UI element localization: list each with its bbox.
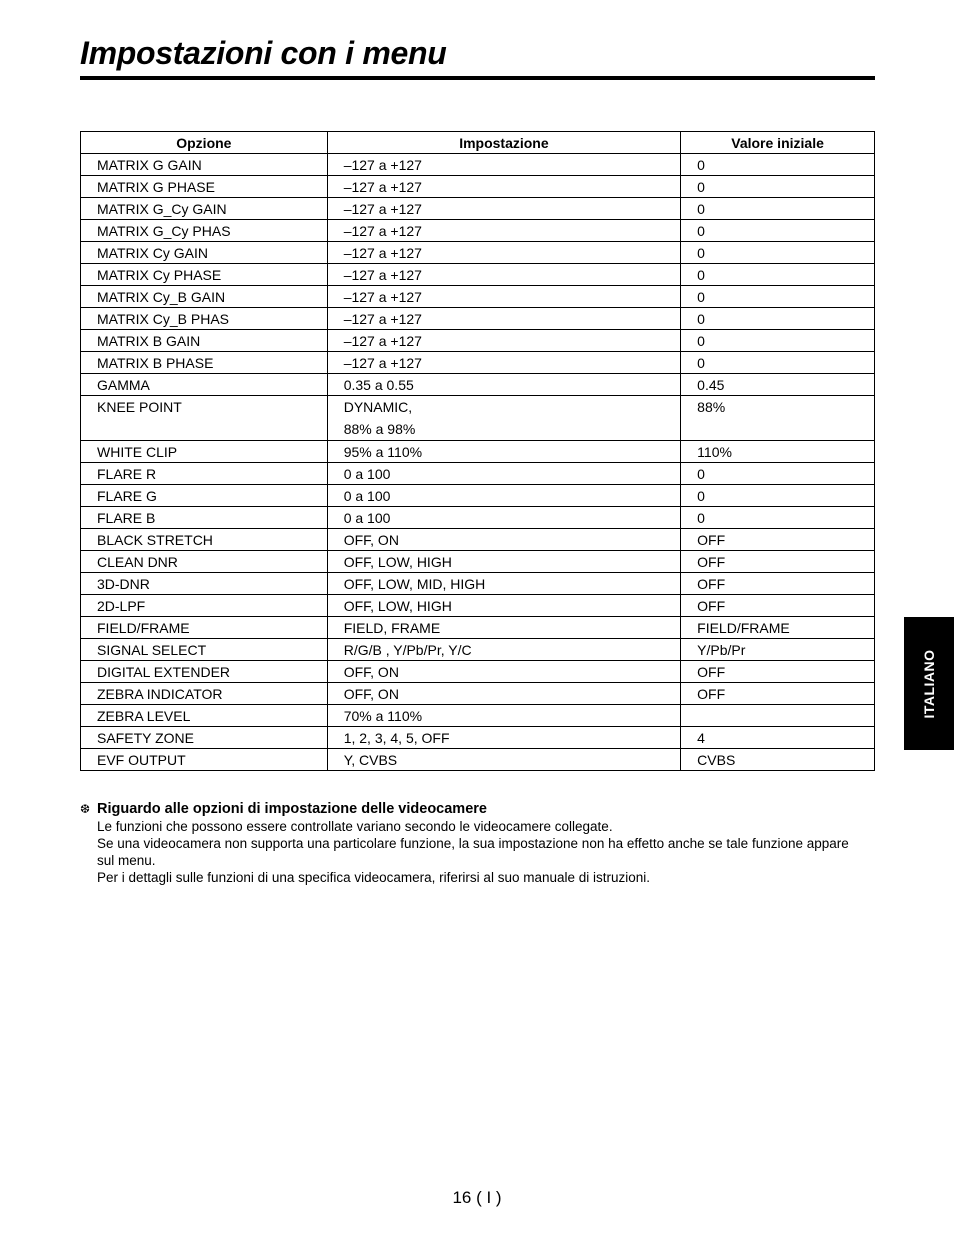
table-row [81, 661, 875, 683]
cell-setting-text: 70% a 110% [343, 707, 423, 724]
cell-initial-value [681, 242, 875, 264]
cell-option-text: DIGITAL EXTENDER [97, 663, 231, 680]
cell-option-text: MATRIX B PHASE [97, 354, 214, 371]
cell-option [81, 705, 328, 727]
cell-option-text: 3D-DNR [97, 575, 150, 592]
cell-option [81, 463, 328, 485]
cell-initial-value [681, 683, 875, 705]
cell-initial-value [681, 749, 875, 771]
cell-option [81, 242, 328, 264]
cell-setting [327, 441, 680, 463]
cell-setting-text: OFF, LOW, HIGH [343, 553, 452, 570]
table-row [81, 176, 875, 198]
header-option: Opzione [81, 132, 328, 154]
cell-option-text: FLARE G [97, 487, 157, 504]
cell-setting-text: –127 a +127 [343, 244, 422, 261]
cell-setting [327, 242, 680, 264]
cell-option [81, 573, 328, 595]
table-row [81, 507, 875, 529]
cell-option-text: MATRIX Cy_B GAIN [97, 288, 226, 305]
cell-setting-text: 0 a 100 [343, 487, 391, 504]
table-row [81, 463, 875, 485]
cell-initial-value-text: 0 [697, 244, 705, 261]
cell-setting [327, 705, 680, 727]
cell-initial-value-text: 4 [697, 729, 705, 746]
table-row [81, 308, 875, 330]
cell-initial-value-text: 0 [697, 200, 705, 217]
cell-setting [327, 176, 680, 198]
cell-initial-value-text: 0 [697, 222, 705, 239]
cell-setting [327, 617, 680, 639]
cell-initial-value [681, 264, 875, 286]
cell-option-text: MATRIX G_Cy GAIN [97, 200, 227, 217]
cell-setting-text: –127 a +127 [343, 266, 422, 283]
cell-option-text: 2D-LPF [97, 597, 146, 614]
cell-option [81, 264, 328, 286]
cell-option-text: MATRIX Cy_B PHAS [97, 310, 229, 327]
cell-setting [327, 485, 680, 507]
table-row [81, 617, 875, 639]
cell-initial-value [681, 617, 875, 639]
cell-option [81, 308, 328, 330]
cell-setting [327, 154, 680, 176]
cell-option-text: MATRIX G_Cy PHAS [97, 222, 231, 239]
cell-setting [327, 463, 680, 485]
cell-setting [327, 683, 680, 705]
note-body [80, 818, 860, 886]
cell-setting-text: –127 a +127 [343, 332, 422, 349]
cell-setting-text: 1, 2, 3, 4, 5, OFF [343, 729, 450, 746]
cell-initial-value [681, 661, 875, 683]
cell-setting-text: –127 a +127 [343, 288, 422, 305]
cell-setting [327, 330, 680, 352]
cell-setting [327, 308, 680, 330]
cell-option [81, 396, 328, 441]
cell-setting-text: Y, CVBS [343, 751, 398, 768]
cell-setting [327, 573, 680, 595]
cell-initial-value-text: 0 [697, 266, 705, 283]
cell-option [81, 374, 328, 396]
cell-option [81, 220, 328, 242]
cell-initial-value-text: 0 [697, 178, 705, 195]
cell-option-text: FLARE B [97, 509, 156, 526]
cell-initial-value-text: 88% [697, 399, 726, 415]
cell-initial-value [681, 374, 875, 396]
cell-setting-text: OFF, ON [343, 685, 399, 702]
cell-setting [327, 220, 680, 242]
table-row [81, 441, 875, 463]
cell-setting-text: OFF, ON [343, 663, 399, 680]
side-tab-label: ITALIANO [921, 648, 937, 719]
cell-setting-text: –127 a +127 [343, 200, 422, 217]
cell-initial-value-text: OFF [697, 663, 726, 680]
table-row [81, 154, 875, 176]
cell-option-text: MATRIX G GAIN [97, 156, 202, 173]
header-initial-value: Valore iniziale [681, 132, 875, 154]
cell-initial-value [681, 198, 875, 220]
cell-initial-value-text: CVBS [697, 751, 736, 768]
cell-option [81, 551, 328, 573]
setting-line: DYNAMIC, [343, 399, 413, 415]
cell-setting [327, 198, 680, 220]
cell-initial-value [681, 441, 875, 463]
cell-initial-value [681, 154, 875, 176]
table-row [81, 264, 875, 286]
cell-option [81, 352, 328, 374]
cell-setting [327, 396, 680, 441]
note-line: Le funzioni che possono essere controllate variano secondo le videocamere collegate. [97, 819, 613, 834]
cell-setting [327, 749, 680, 771]
table-row [81, 595, 875, 617]
cell-option-text: BLACK STRETCH [97, 531, 213, 548]
cell-initial-value-text: OFF [697, 597, 726, 614]
cell-setting [327, 529, 680, 551]
cell-option [81, 198, 328, 220]
note-line: Se una videocamera non supporta una particolare funzione, la sua impostazione non ha effetto anche se tale funzione appare sul menu. [97, 836, 849, 868]
cell-setting-text: –127 a +127 [343, 222, 422, 239]
table-row [81, 374, 875, 396]
table-row [81, 330, 875, 352]
cell-option [81, 661, 328, 683]
cell-option [81, 595, 328, 617]
table-row [81, 220, 875, 242]
cell-setting-text: OFF, LOW, MID, HIGH [343, 575, 486, 592]
cell-initial-value-text: 0 [697, 509, 705, 526]
cell-initial-value [681, 352, 875, 374]
cell-initial-value [681, 220, 875, 242]
cell-option [81, 330, 328, 352]
cell-option [81, 727, 328, 749]
cell-initial-value-text: 0 [697, 487, 705, 504]
cell-option [81, 639, 328, 661]
cell-initial-value-text: 0 [697, 465, 705, 482]
cell-initial-value [681, 330, 875, 352]
cell-option [81, 485, 328, 507]
page-number: 16 ( I ) [452, 1188, 502, 1207]
cell-initial-value-text: 110% [697, 443, 732, 460]
cell-setting-text: 0.35 a 0.55 [343, 376, 414, 393]
cell-initial-value [681, 396, 875, 441]
cell-initial-value-text: OFF [697, 553, 726, 570]
cell-option-text: FLARE R [97, 465, 157, 482]
cell-initial-value [681, 727, 875, 749]
cell-initial-value-text: OFF [697, 685, 726, 702]
table-row [81, 198, 875, 220]
cell-setting [327, 507, 680, 529]
table-header-row [81, 132, 875, 154]
cell-option [81, 176, 328, 198]
setting-line: 88% a 98% [343, 421, 416, 437]
table-row [81, 573, 875, 595]
cell-setting [327, 286, 680, 308]
camera-options-note [80, 800, 860, 886]
cell-option-text: CLEAN DNR [97, 553, 178, 570]
table-row [81, 485, 875, 507]
cell-initial-value [681, 485, 875, 507]
cell-option-text: SAFETY ZONE [97, 729, 194, 746]
note-heading-row [80, 800, 860, 818]
cell-option-text: ZEBRA LEVEL [97, 707, 191, 724]
cell-initial-value-text: OFF [697, 531, 726, 548]
cell-initial-value [681, 595, 875, 617]
page-title: Impostazioni con i menu [80, 35, 447, 71]
cell-option-text: ZEBRA INDICATOR [97, 685, 223, 702]
cell-option-text: WHITE CLIP [97, 443, 178, 460]
cell-setting-text: OFF, ON [343, 531, 399, 548]
table-row [81, 529, 875, 551]
cell-initial-value-text: 0.45 [697, 376, 725, 393]
cell-setting-text: 0 a 100 [343, 509, 391, 526]
cell-setting [327, 661, 680, 683]
table-row [81, 705, 875, 727]
cell-initial-value [681, 507, 875, 529]
cell-initial-value [681, 463, 875, 485]
cell-setting-text: –127 a +127 [343, 156, 422, 173]
cell-initial-value-text: 0 [697, 332, 705, 349]
cell-setting [327, 264, 680, 286]
cell-option-text: SIGNAL SELECT [97, 641, 207, 658]
cell-initial-value-text: 0 [697, 156, 705, 173]
cell-option [81, 441, 328, 463]
menu-settings-table [80, 131, 875, 771]
cell-initial-value [681, 573, 875, 595]
cell-option-text: FIELD/FRAME [97, 619, 190, 636]
header-setting: Impostazione [327, 132, 680, 154]
cell-setting-text: –127 a +127 [343, 354, 422, 371]
cell-option-text: MATRIX G PHASE [97, 178, 215, 195]
note-heading: Riguardo alle opzioni di impostazione delle videocamere [97, 801, 487, 817]
cell-option [81, 617, 328, 639]
cell-initial-value [681, 705, 875, 727]
table-row [81, 396, 875, 441]
table-row [81, 727, 875, 749]
table-row [81, 683, 875, 705]
cell-initial-value [681, 551, 875, 573]
language-side-tab [904, 617, 954, 750]
cell-setting [327, 374, 680, 396]
cell-setting-text: FIELD, FRAME [343, 619, 441, 636]
cell-setting-text: OFF, LOW, HIGH [343, 597, 452, 614]
cell-initial-value [681, 176, 875, 198]
cell-initial-value [681, 308, 875, 330]
table-row [81, 286, 875, 308]
cell-option [81, 749, 328, 771]
note-line: Per i dettagli sulle funzioni di una specifica videocamera, riferirsi al suo manuale di istruzioni. [97, 870, 651, 885]
cell-initial-value-text: FIELD/FRAME [697, 619, 790, 636]
cell-option [81, 286, 328, 308]
cell-initial-value [681, 639, 875, 661]
cell-initial-value [681, 286, 875, 308]
cell-option-text: EVF OUTPUT [97, 751, 186, 768]
table-row [81, 242, 875, 264]
cell-setting [327, 551, 680, 573]
cell-option-text: MATRIX Cy GAIN [97, 244, 208, 261]
cell-setting [327, 727, 680, 749]
cell-option [81, 683, 328, 705]
cell-initial-value-text: 0 [697, 310, 705, 327]
cell-initial-value [681, 529, 875, 551]
cell-initial-value-text: Y/Pb/Pr [697, 641, 746, 658]
snowflake-bullet-icon: ❆ [80, 802, 91, 816]
cell-initial-value-text: OFF [697, 575, 726, 592]
cell-option-text: KNEE POINT [97, 399, 182, 415]
cell-setting-text: –127 a +127 [343, 178, 422, 195]
cell-option-text: MATRIX B GAIN [97, 332, 201, 349]
cell-setting-text: –127 a +127 [343, 310, 422, 327]
cell-setting-text: 0 a 100 [343, 465, 391, 482]
cell-option [81, 507, 328, 529]
cell-setting [327, 639, 680, 661]
cell-initial-value-text: 0 [697, 288, 705, 305]
table-row [81, 749, 875, 771]
title-rule [80, 76, 875, 80]
cell-option [81, 529, 328, 551]
cell-setting [327, 595, 680, 617]
cell-setting-text: 95% a 110% [343, 443, 423, 460]
cell-option-text: MATRIX Cy PHASE [97, 266, 222, 283]
table-row [81, 352, 875, 374]
table-row [81, 639, 875, 661]
cell-initial-value-text: 0 [697, 354, 705, 371]
cell-option [81, 154, 328, 176]
cell-option-text: GAMMA [97, 376, 150, 393]
table-row [81, 551, 875, 573]
cell-setting [327, 352, 680, 374]
cell-setting-text: R/G/B , Y/Pb/Pr, Y/C [343, 641, 472, 658]
